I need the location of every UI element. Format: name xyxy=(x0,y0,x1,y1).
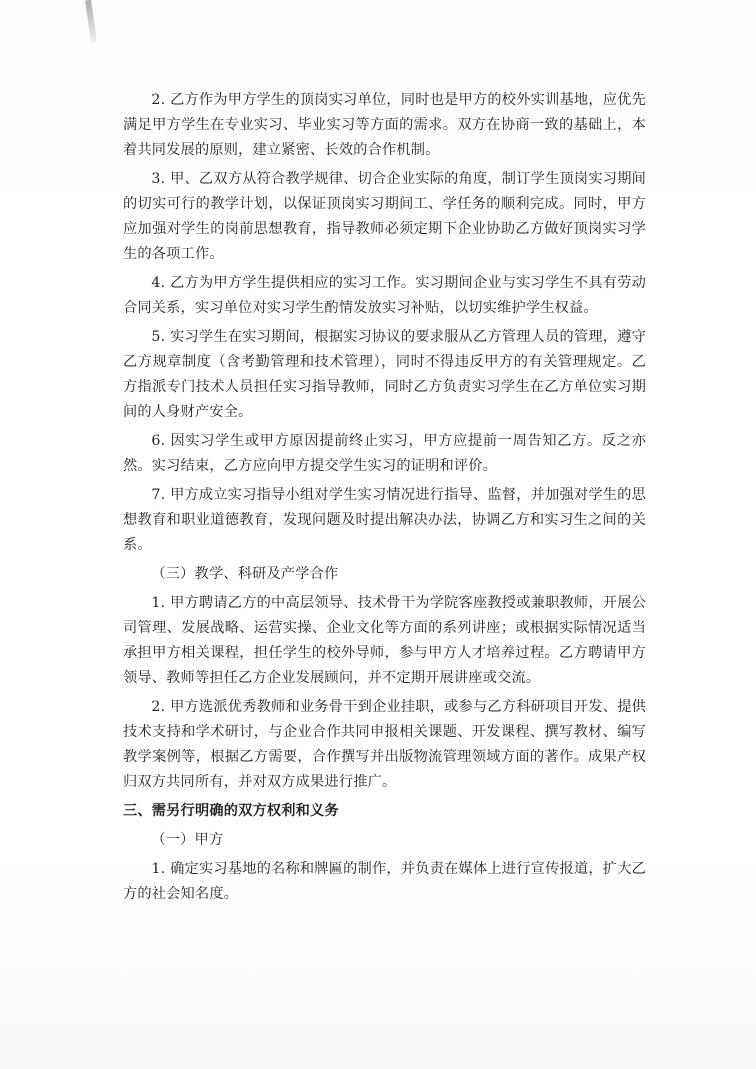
paragraph-3: 3. 甲、乙双方从符合教学规律、切合企业实际的角度，制订学生顶岗实习期间的切实可行的教学计划，以保证顶岗实习期间工、学任务的顺利完成。同时，甲方应加强对学生的岗前思想教育，指导教师必须定期下企业协助乙方做好顶岗实习学生的各项工作。 xyxy=(123,171,646,262)
party-a-heading: （一）甲方 xyxy=(151,832,224,848)
paragraph-7: 7. 甲方成立实习指导小组对学生实习情况进行指导、监督，并加强对学生的思想教育和职业道德教育，发现问题及时提出解决办法，协调乙方和实习生之间的关系。 xyxy=(123,487,646,553)
paragraph-party-a-1: 1. 确定实习基地的名称和牌匾的制作，并负责在媒体上进行宣传报道，扩大乙方的社会知名度。 xyxy=(123,861,646,902)
paragraph-2: 2. 乙方作为甲方学生的顶岗实习单位，同时也是甲方的校外实训基地，应优先满足甲方学生在专业实习、毕业实习等方面的需求。双方在协商一致的基础上，本着共同发展的原则，建立紧密、长效的合作机制。 xyxy=(123,92,646,158)
section-rights-heading: 三、需另行明确的双方权利和义务 xyxy=(123,803,339,819)
paragraph-4: 4. 乙方为甲方学生提供相应的实习工作。实习期间企业与实习学生不具有劳动合同关系，实习单位对实习学生酌情发放实习补贴，以切实维护学生权益。 xyxy=(123,275,646,316)
scan-edge-mark xyxy=(85,0,97,42)
paragraph-6: 6. 因实习学生或甲方原因提前终止实习，甲方应提前一周告知乙方。反之亦然。实习结束，乙方应向甲方提交学生实习的证明和评价。 xyxy=(123,433,646,474)
document-body xyxy=(123,88,646,911)
paragraph-teaching-1: 1. 甲方聘请乙方的中高层领导、技术骨干为学院客座教授或兼职教师，开展公司管理、发展战略、运营实操、企业文化等方面的系列讲座；或根据实际情况适当承担甲方相关课程，担任学生的校外导师，参与甲方人才培养过程。乙方聘请甲方领导、教师等担任乙方企业发展顾问，并不定期开展讲座或交流。 xyxy=(123,595,646,686)
section-teaching-research-heading: （三）教学、科研及产学合作 xyxy=(151,566,339,582)
paragraph-teaching-2: 2. 甲方选派优秀教师和业务骨干到企业挂职，或参与乙方科研项目开发、提供技术支持和学术研讨，与企业合作共同申报相关课题、开发课程、撰写教材、编写教学案例等，根据乙方需要，合作撰写并出版物流管理领域方面的著作。成果产权归双方共同所有，并对双方成果进行推广。 xyxy=(123,699,646,790)
paragraph-5: 5. 实习学生在实习期间，根据实习协议的要求服从乙方管理人员的管理，遵守乙方规章制度（含考勤管理和技术管理），同时不得违反甲方的有关管理规定。乙方指派专门技术人员担任实习指导教师，同时乙方负责实习学生在乙方单位实习期间的人身财产安全。 xyxy=(123,329,646,420)
